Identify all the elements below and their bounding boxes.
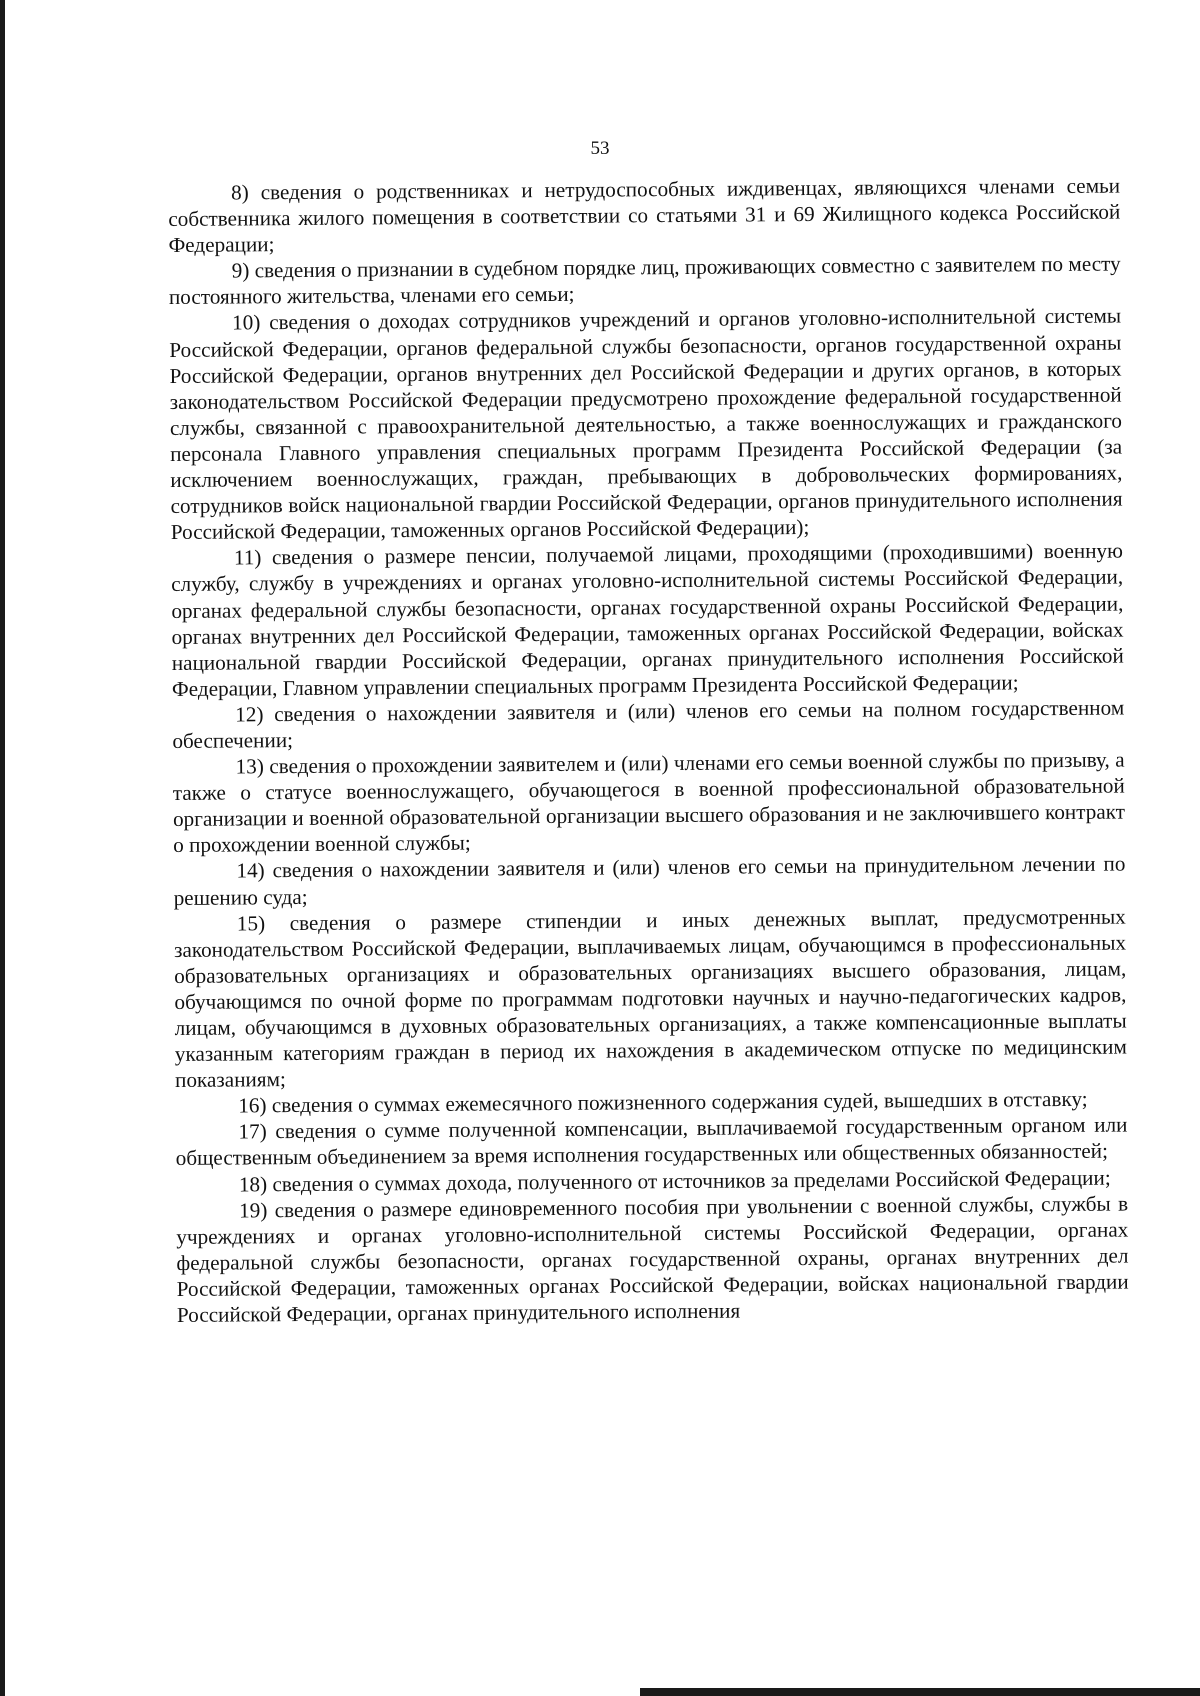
list-item-12: 12) сведения о нахождении заявителя и (или) членов его семьи на полном государственном обеспечении; [172,695,1125,753]
document-body [168,173,1129,1329]
list-item-11: 11) сведения о размере пенсии, получаемой лицами, проходящими (проходившими) военную службу, службу в учреждениях и органах уголовно-исполнительной системы Российской Федерации, органах федеральной службы безопасности, органах государственной охраны Российской Федерации, органах внутренних дел Российской Федерации, таможенных органах Российской Федерации, войсках национальной гвардии Российской Федерации, органах принудительного исполнения Российской Федерации, Главном управлении специальных программ Президента Российской Федерации; [171,538,1124,701]
list-item-10: 10) сведения о доходах сотрудников учреждений и органов уголовно-исполнительной системы Российской Федерации, органов федеральной службы безопасности, органов государственной охраны Российской Федерации, органов внутренних дел Российской Федерации и других органов, в которых законодательством Российской Федерации предусмотрено прохождение федеральной государственной службы, связанной с правоохранительной деятельностью, а также военнослужащих и гражданского персонала Главного управления специальных программ Президента Российской Федерации (за исключением военнослужащих, граждан, пребывающих в добровольческих формированиях, сотрудников войск национальной гвардии Российской Федерации, органов принудительного исполнения Российской Федерации, таможенных органов Российской Федерации); [169,303,1123,545]
list-item-9: 9) сведения о признании в судебном порядке лиц, проживающих совместно с заявителем по месту постоянного жительства, членами его семьи; [168,251,1121,310]
page-number: 53 [590,138,610,159]
list-item-14: 14) сведения о нахождении заявителя и (или) членов его семьи на принудительном лечении по решению суда; [173,851,1126,910]
list-item-13: 13) сведения о прохождении заявителем и (или) членами его семьи военной службы по призыву, а также о статусе военнослужащего, обучающегося в военной профессиональной образовательной организации и военной образовательной организации высшего образования и не заключившего контракт о прохождении военной службы; [172,747,1126,858]
list-item-18: 18) сведения о суммах дохода, полученного от источников за пределами Российской Федерации; [238,1165,1111,1197]
list-item-19: 19) сведения о размере единовременного пособия при увольнении с военной службы, службы в учреждениях и органах уголовно-исполнительной системы Российской Федерации, органах федеральной службы безопасности, органах государственной охраны, органах внутренних дел Российской Федерации, таможенных органах Российской Федерации, войсках национальной гвардии Российской Федерации, органах принудительного исполнения [176,1191,1129,1327]
list-item-15: 15) сведения о размере стипендии и иных денежных выплат, предусмотренных законодательством Российской Федерации, выплачиваемых лицам, обучающимся в профессиональных образовательных организациях и образовательных организациях высшего образования, лицам, обучающимся по очной форме по программам подготовки научных и научно-педагогических кадров, лицам, обучающимся в духовных образовательных организациях, а также компенсационные выплаты указанным категориям граждан в период их нахождения в академическом отпуске по медицинским показаниям; [173,904,1127,1093]
list-item-17: 17) сведения о сумме полученной компенсации, выплачиваемой государственным органом или общественным объединением за время исполнения государственных или общественных обязанностей; [175,1112,1128,1171]
scan-edge-bottom [640,1688,1200,1696]
scan-edge-left [0,0,5,1696]
list-item-16: 16) сведения о суммах ежемесячного пожизненного содержания судей, вышедших в отставку; [238,1087,1088,1118]
list-item-8: 8) сведения о родственниках и нетрудоспособных иждивенцах, являющихся членами семьи собственника жилого помещения в соответствии со статьями 31 и 69 Жилищного кодекса Российской Федерации; [168,173,1121,258]
